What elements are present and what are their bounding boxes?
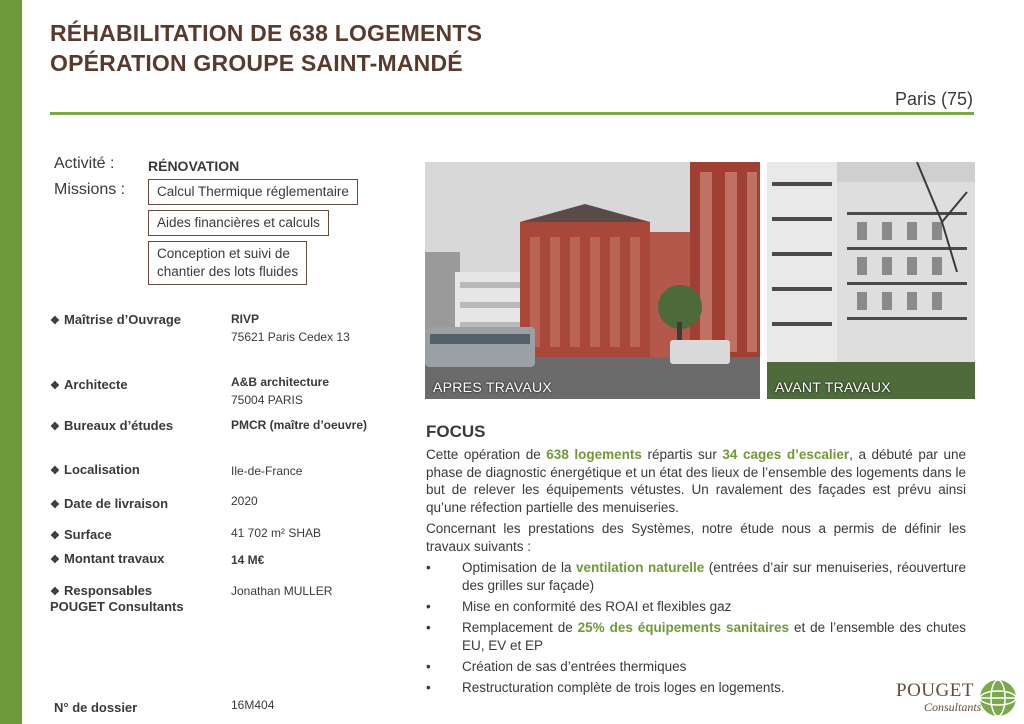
diamond-bullet-icon: ❖ [50, 554, 60, 566]
page-title-line2: OPÉRATION GROUPE SAINT-MANDÉ [50, 50, 463, 76]
page-title-line1: RÉHABILITATION DE 638 LOGEMENTS [50, 20, 483, 46]
location-label: Paris (75) [894, 89, 973, 109]
highlight-cages: 34 cages d’escalier [722, 447, 850, 462]
header-divider [50, 112, 974, 115]
mission-box-3 [148, 241, 307, 285]
focus-bullet-4: • Création de sas d’entrées thermiques [426, 659, 687, 674]
focus-paragraph-2: Concernant les prestations des Systèmes, notre étude nous a permis de définir les travaux suivants : [426, 521, 966, 554]
pouget-logo: POUGET Consultants [896, 678, 1020, 722]
responsables-label: ❖ Responsables [50, 583, 153, 598]
maitrise-value-address: 75621 Paris Cedex 13 [231, 330, 350, 344]
surface-value: 41 702 m² SHAB [231, 526, 322, 540]
side-accent-bar [0, 0, 22, 724]
montant-label: ❖ Montant travaux [50, 551, 165, 566]
highlight-logements: 638 logements [546, 447, 642, 462]
mission-item: Calcul Thermique réglementaire [157, 184, 349, 199]
focus-paragraph-1: Cette opération de 638 logements répartis sur 34 cages d’escalier, a débuté par une phase de diagnostic énergétique et un état des lieux de l’ensemble des logements dans le but de relever les équipements vétustes. Un ravalement des façades est prévu ainsi qu’une réfection partielle des menuiseries. [426, 447, 966, 515]
responsables-value: Jonathan MULLER [231, 584, 333, 598]
mission-item: Aides financières et calculs [157, 215, 320, 230]
photo-before-caption: AVANT TRAVAUX [775, 379, 891, 395]
mission-item: Conception et suivi de [157, 246, 290, 261]
diamond-bullet-icon: ❖ [50, 465, 60, 477]
photo-before-works [767, 162, 975, 399]
activite-label: Activité : [54, 155, 115, 172]
focus-heading: FOCUS [426, 422, 486, 441]
maitrise-label: ❖ Maîtrise d’Ouvrage [50, 312, 182, 327]
diamond-bullet-icon: ❖ [50, 380, 60, 392]
photo-after-caption: APRES TRAVAUX [433, 379, 553, 395]
livraison-label: ❖ Date de livraison [50, 496, 169, 511]
livraison-value: 2020 [231, 494, 258, 508]
dossier-value: 16M404 [231, 698, 275, 712]
globe-icon [978, 678, 1018, 718]
mission-box-1 [148, 179, 358, 205]
diamond-bullet-icon: ❖ [50, 499, 60, 511]
photo-after-works [425, 162, 760, 399]
dossier-label: N° de dossier [54, 700, 138, 715]
highlight-ventilation: ventilation naturelle [576, 560, 705, 575]
maitrise-value-name: RIVP [231, 312, 260, 326]
missions-label: Missions : [54, 181, 126, 198]
localisation-value: Ile-de-France [231, 464, 303, 478]
diamond-bullet-icon: ❖ [50, 530, 60, 542]
building-before-illustration [767, 162, 975, 399]
mission-box-2 [148, 210, 329, 236]
diamond-bullet-icon: ❖ [50, 586, 60, 598]
focus-bullet-1: • Optimisation de la ventilation naturelle (entrées d’air sur menuiseries, réouverture des grilles sur façade) [426, 560, 967, 593]
focus-bullet-3: • Remplacement de 25% des équipements sanitaires et de l’ensemble des chutes EU, EV et EP [426, 620, 967, 653]
architecte-value-name: A&B architecture [231, 375, 330, 389]
bureaux-label: ❖ Bureaux d’études [50, 418, 174, 433]
architecte-value-address: 75004 PARIS [231, 393, 303, 407]
focus-bullet-2: • Mise en conformité des ROAI et flexibles gaz [426, 599, 732, 614]
highlight-sanitaires: 25% des équipements sanitaires [577, 620, 790, 635]
localisation-label: ❖ Localisation [50, 462, 140, 477]
activite-value: RÉNOVATION [148, 158, 240, 174]
responsables-company: POUGET Consultants [50, 599, 184, 614]
mission-item: chantier des lots fluides [157, 264, 299, 279]
montant-value: 14 M€ [231, 553, 265, 567]
surface-label: ❖ Surface [50, 527, 112, 542]
architecte-label: ❖ Architecte [50, 377, 128, 392]
focus-bullet-5: • Restructuration complète de trois loges en logements. [426, 680, 785, 695]
diamond-bullet-icon: ❖ [50, 315, 60, 327]
bureaux-value: PMCR (maître d’oeuvre) [231, 418, 368, 432]
diamond-bullet-icon: ❖ [50, 421, 60, 433]
building-after-illustration [425, 162, 760, 399]
